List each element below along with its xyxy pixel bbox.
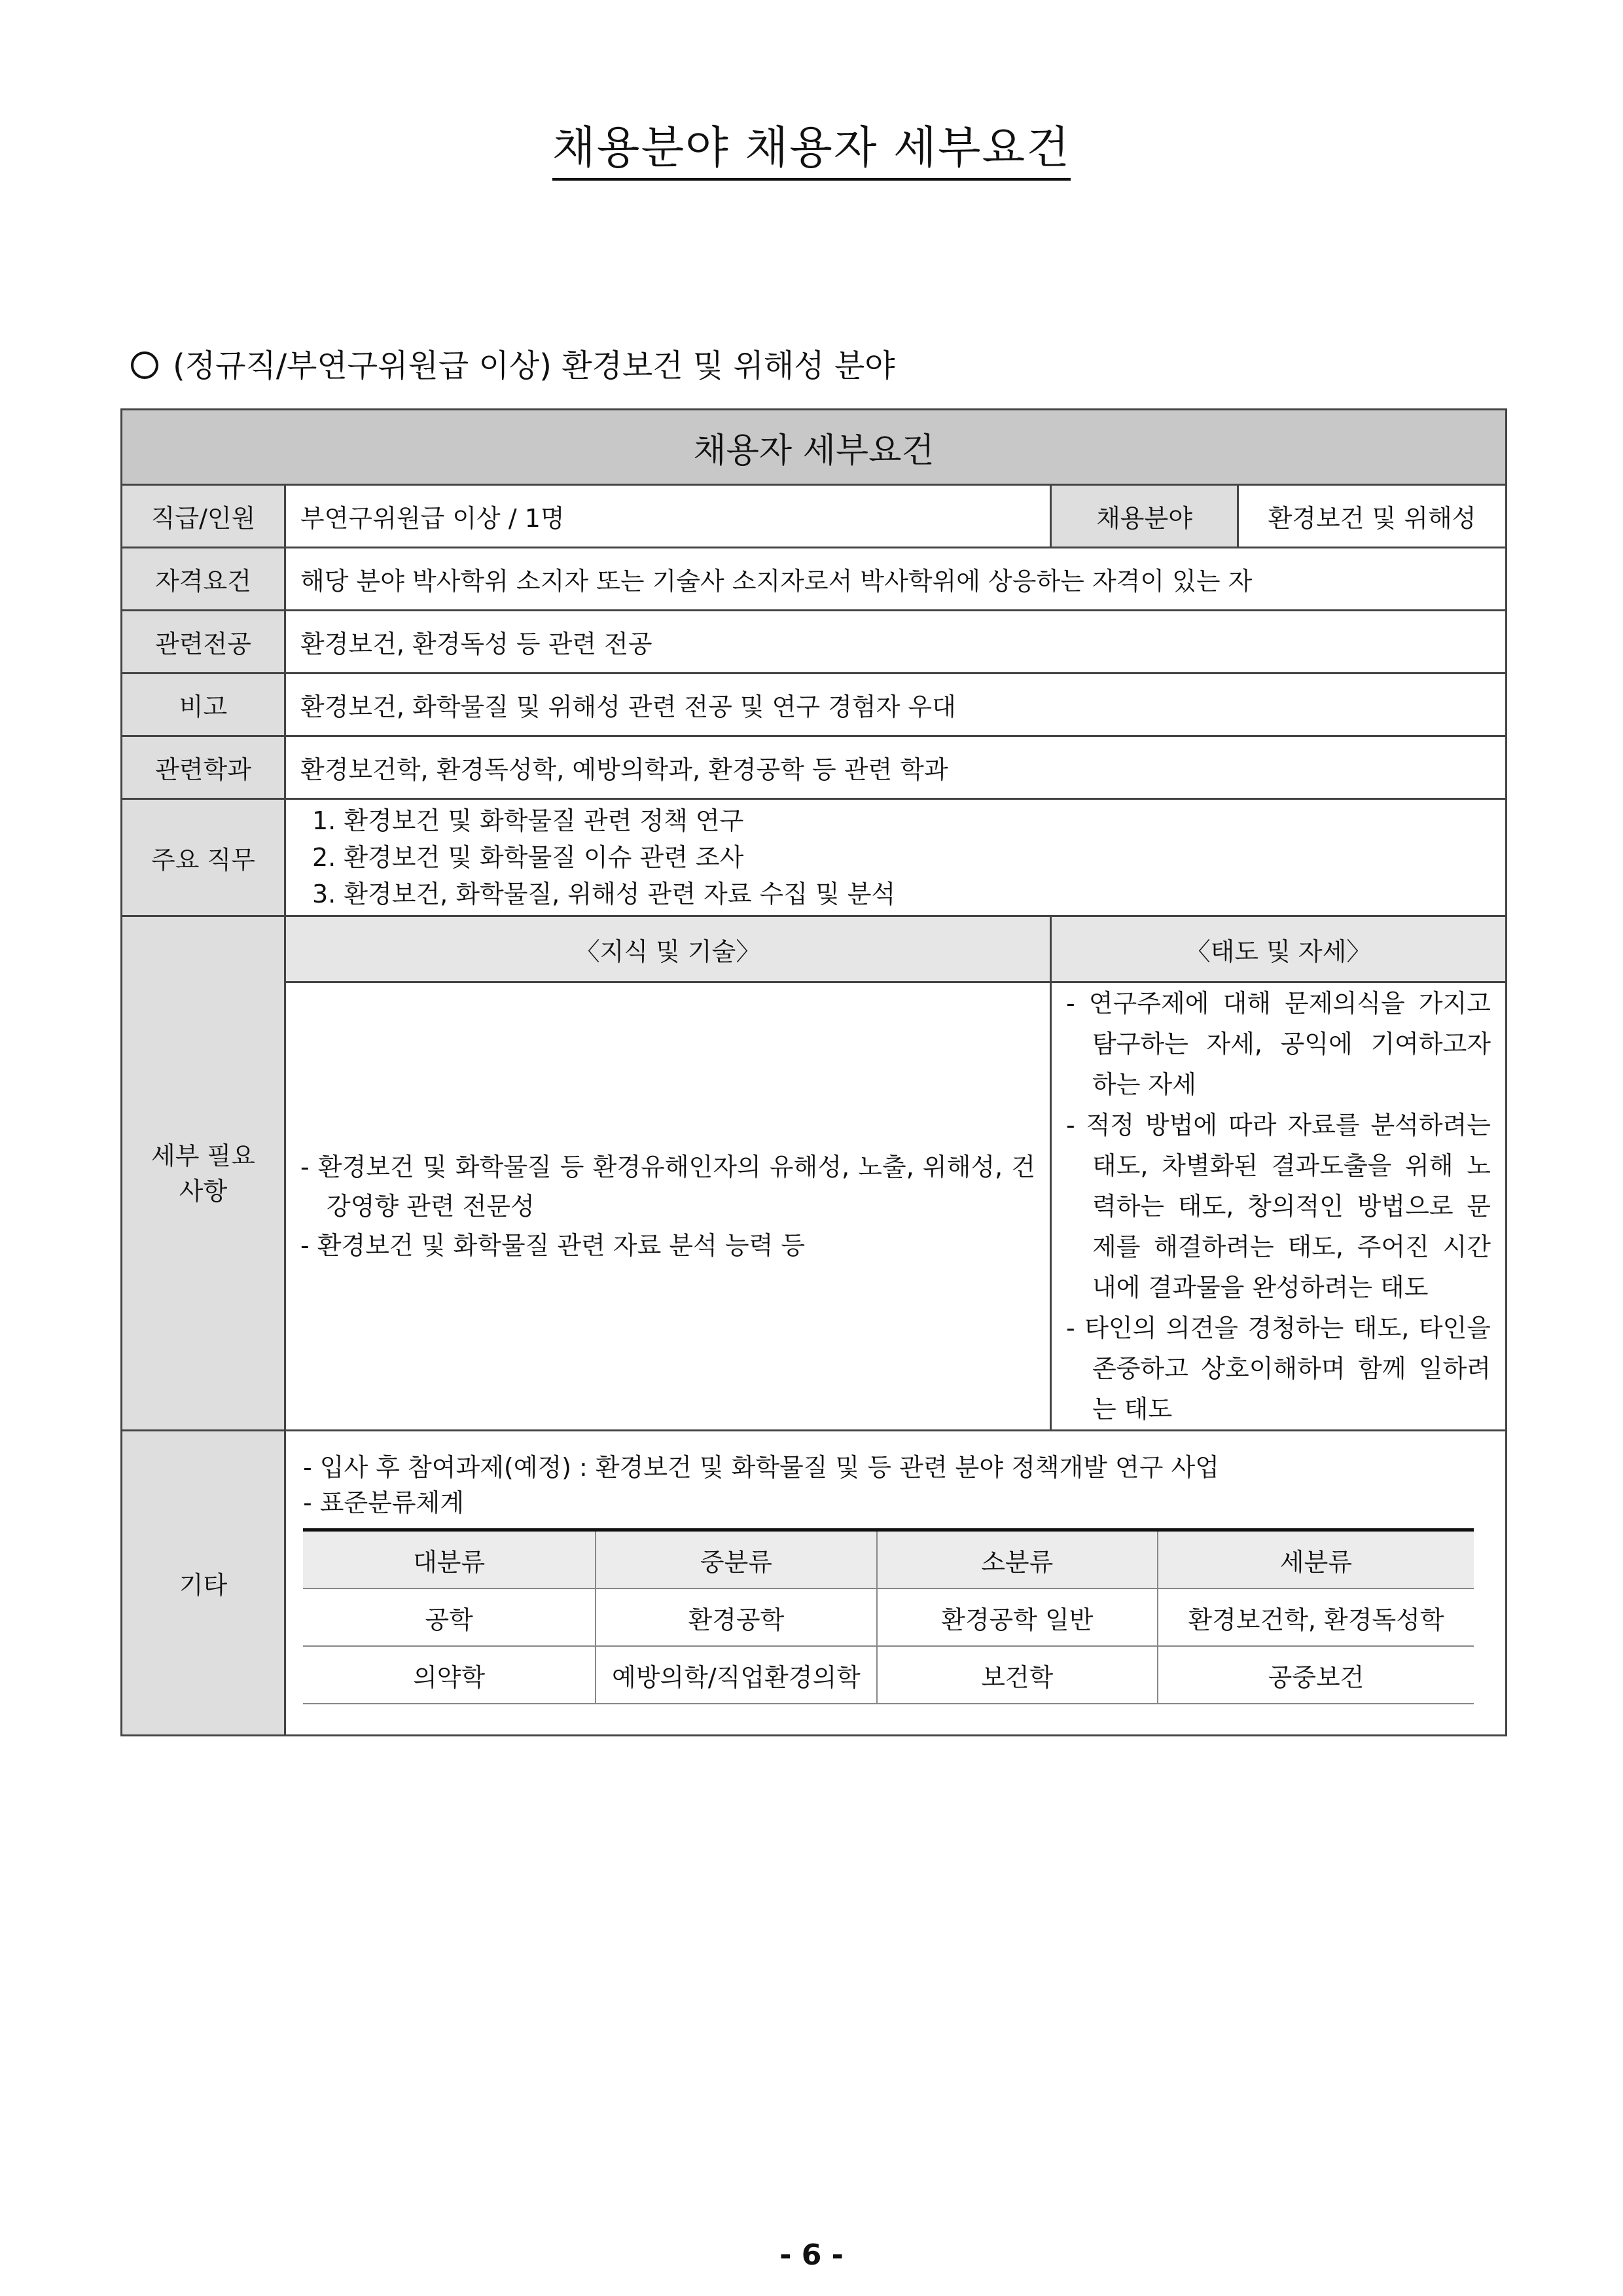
classification-header: 대분류	[303, 1530, 596, 1589]
table-row	[303, 1588, 1474, 1646]
table-cell: 환경보건학, 환경독성학	[1158, 1588, 1474, 1646]
etc-line: - 표준분류체계	[303, 1488, 465, 1517]
dept-label: 관련학과	[122, 736, 285, 799]
major-label: 관련전공	[122, 611, 285, 673]
duties-label: 주요 직무	[122, 799, 285, 916]
table-cell: 환경공학 일반	[877, 1588, 1158, 1646]
requirements-table	[120, 408, 1507, 1736]
table-cell: 공학	[303, 1588, 596, 1646]
list-item: - 타인의 의견을 경청하는 태도, 타인을 존중하고 상호이해하며 함께 일하려는 태도	[1066, 1314, 1491, 1424]
list-item: 3. 환경보건, 화학물질, 위해성 관련 자료 수집 및 분석	[312, 880, 896, 908]
knowledge-cell	[285, 982, 1051, 1431]
etc-line: - 입사 후 참여과제(예정) : 환경보건 및 화학물질 및 등 관련 분야 정책개발 연구 사업	[303, 1453, 1219, 1482]
dept-value: 환경보건학, 환경독성학, 예방의학과, 환경공학 등 관련 학과	[285, 736, 1507, 799]
duties-list	[285, 799, 1507, 916]
remarks-value: 환경보건, 화학물질 및 위해성 관련 전공 및 연구 경험자 우대	[285, 673, 1507, 736]
table-header: 채용자 세부요건	[122, 410, 1507, 485]
rank-label: 직급/인원	[122, 485, 285, 548]
rank-value: 부연구위원급 이상 / 1명	[285, 485, 1051, 548]
attitude-header: 〈태도 및 자세〉	[1051, 916, 1507, 982]
list-item: 1. 환경보건 및 화학물질 관련 정책 연구	[312, 806, 744, 835]
section-heading: (정규직/부연구위원급 이상) 환경보건 및 위해성 분야	[131, 340, 895, 386]
field-label: 채용분야	[1051, 485, 1238, 548]
page-number: - 6 -	[779, 2238, 844, 2272]
field-value: 환경보건 및 위해성	[1238, 485, 1507, 548]
page-title: 채용분야 채용자 세부요건	[0, 113, 1623, 176]
table-cell: 의약학	[303, 1646, 596, 1704]
list-item: - 적정 방법에 따라 자료를 분석하려는 태도, 차별화된 결과도출을 위해 노력하는 태도, 창의적인 방법으로 문제를 해결하려는 태도, 주어진 시간 내에 결과물을 완성하려는 태도	[1066, 1111, 1491, 1302]
classification-header: 중분류	[596, 1530, 876, 1589]
circle-bullet-icon	[131, 351, 158, 379]
etc-label: 기타	[122, 1431, 285, 1736]
classification-header: 세분류	[1158, 1530, 1474, 1589]
knowledge-header: 〈지식 및 기술〉	[285, 916, 1051, 982]
table-cell: 환경공학	[596, 1588, 876, 1646]
table-cell: 예방의학/직업환경의학	[596, 1646, 876, 1704]
table-cell: 보건학	[877, 1646, 1158, 1704]
list-item: - 연구주제에 대해 문제의식을 가지고 탐구하는 자세, 공익에 기여하고자 하는 자세	[1066, 989, 1491, 1099]
list-item: - 환경보건 및 화학물질 등 환경유해인자의 유해성, 노출, 위해성, 건강영향 관련 전문성	[300, 1153, 1035, 1221]
details-label: 세부 필요 사항	[122, 916, 285, 1431]
qualification-label: 자격요건	[122, 548, 285, 611]
etc-cell	[285, 1431, 1507, 1736]
list-item: - 환경보건 및 화학물질 관련 자료 분석 능력 등	[300, 1231, 806, 1260]
table-cell: 공중보건	[1158, 1646, 1474, 1704]
classification-header: 소분류	[877, 1530, 1158, 1589]
classification-table	[303, 1528, 1474, 1704]
attitude-cell	[1051, 982, 1507, 1431]
list-item: 2. 환경보건 및 화학물질 이슈 관련 조사	[312, 843, 744, 872]
remarks-label: 비고	[122, 673, 285, 736]
qualification-value: 해당 분야 박사학위 소지자 또는 기술사 소지자로서 박사학위에 상응하는 자격이 있는 자	[285, 548, 1507, 611]
major-value: 환경보건, 환경독성 등 관련 전공	[285, 611, 1507, 673]
table-row	[303, 1646, 1474, 1704]
